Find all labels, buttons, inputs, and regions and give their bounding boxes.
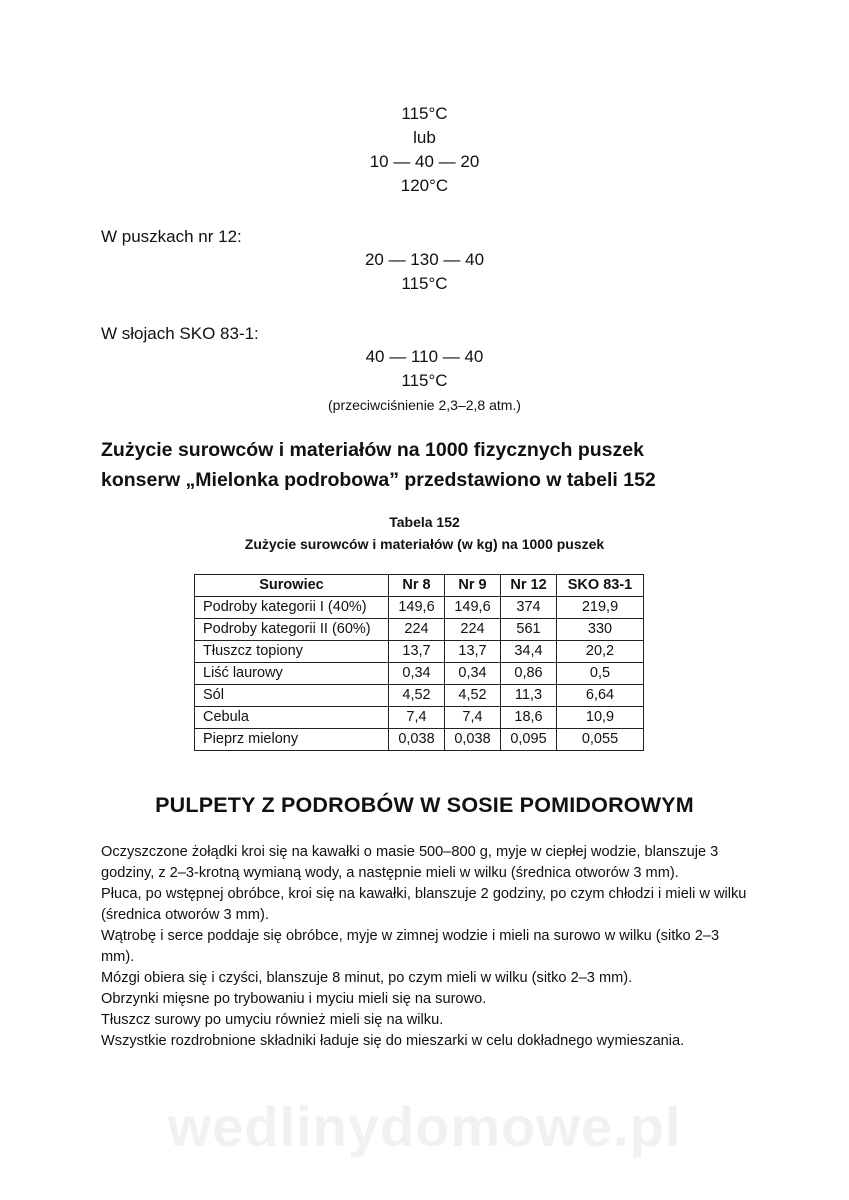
jar-temp: 115°C <box>401 371 448 390</box>
table-row <box>195 641 644 663</box>
process-temp-2: 120°C <box>400 176 449 195</box>
cell-value: 7,4 <box>389 707 445 729</box>
watermark: wedlinydomowe.pl <box>167 1095 682 1158</box>
cell-value: 0,095 <box>501 729 557 751</box>
table-row <box>195 597 644 619</box>
cell-value: 13,7 <box>445 641 501 663</box>
cell-value: 0,038 <box>389 729 445 751</box>
cell-value: 561 <box>501 619 557 641</box>
process-schedule: 10 — 40 — 20 <box>369 152 480 171</box>
cell-value: 149,6 <box>389 597 445 619</box>
intro-heading-line-2: konserw „Mielonka podrobowa” przedstawiono w tabeli 152 <box>101 469 656 491</box>
jar-schedule: 40 — 110 — 40 <box>365 347 484 366</box>
paragraph: Mózgi obiera się i czyści, blanszuje 8 minut, po czym mieli w wilku (sitko 2–3 mm). <box>101 970 633 986</box>
cell-value: 330 <box>557 619 644 641</box>
cell-name: Podroby kategorii II (60%) <box>195 619 389 641</box>
table-row <box>195 663 644 685</box>
paragraph: Wątrobę i serce poddaje się obróbce, myje w zimnej wodzie i mieli na surowo w wilku (sitko 2–3 mm). <box>101 928 720 965</box>
can12-label: W puszkach nr 12: <box>101 227 242 246</box>
header-nr12: Nr 12 <box>501 575 557 597</box>
cell-value: 224 <box>445 619 501 641</box>
header-nr9: Nr 9 <box>445 575 501 597</box>
table-number: Tabela 152 <box>389 514 460 530</box>
cell-value: 10,9 <box>557 707 644 729</box>
table-header-row <box>195 575 644 597</box>
cell-value: 0,5 <box>557 663 644 685</box>
cell-value: 18,6 <box>501 707 557 729</box>
recipe-body <box>101 842 751 1052</box>
paragraph: Wszystkie rozdrobnione składniki ładuje się do mieszarki w celu dokładnego wymieszania. <box>101 1033 685 1049</box>
paragraph: Obrzynki mięsne po trybowaniu i myciu mieli się na surowo. <box>101 991 487 1007</box>
table-row <box>195 707 644 729</box>
cell-value: 4,52 <box>445 685 501 707</box>
process-or-word: lub <box>413 128 436 147</box>
paragraph: Oczyszczone żołądki kroi się na kawałki o masie 500–800 g, myje w ciepłej wodzie, blanszuje 3 godziny, z 2–3-krotną wymianą wody, a następnie mieli w wilku (średnica otworów 3 mm). <box>101 844 719 881</box>
cell-value: 0,86 <box>501 663 557 685</box>
cell-value: 0,055 <box>557 729 644 751</box>
jar-label: W słojach SKO 83-1: <box>101 324 259 343</box>
cell-value: 6,64 <box>557 685 644 707</box>
cell-value: 34,4 <box>501 641 557 663</box>
paragraph: Tłuszcz surowy po umyciu również mieli się na wilku. <box>101 1012 444 1028</box>
header-nr8: Nr 8 <box>389 575 445 597</box>
cell-value: 224 <box>389 619 445 641</box>
can12-temp: 115°C <box>401 274 448 293</box>
jar-pressure-note: (przeciwciśnienie 2,3–2,8 atm.) <box>328 397 521 413</box>
cell-name: Pieprz mielony <box>195 729 389 751</box>
intro-heading-line-1: Zużycie surowców i materiałów na 1000 fizycznych puszek <box>101 439 644 461</box>
process-temp-1: 115°C <box>401 104 448 123</box>
paragraph: Płuca, po wstępnej obróbce, kroi się na kawałki, blanszuje 2 godziny, po czym chłodzi i mieli w wilku (średnica otworów 3 mm). <box>101 886 747 923</box>
table-row <box>195 729 644 751</box>
cell-value: 4,52 <box>389 685 445 707</box>
cell-name: Podroby kategorii I (40%) <box>195 597 389 619</box>
can12-schedule: 20 — 130 — 40 <box>364 250 485 269</box>
cell-name: Sól <box>195 685 389 707</box>
cell-value: 0,038 <box>445 729 501 751</box>
cell-value: 0,34 <box>445 663 501 685</box>
header-sko: SKO 83-1 <box>557 575 644 597</box>
consumption-table <box>194 574 644 751</box>
header-surowiec: Surowiec <box>195 575 389 597</box>
cell-name: Liść laurowy <box>195 663 389 685</box>
table-row <box>195 619 644 641</box>
cell-value: 20,2 <box>557 641 644 663</box>
cell-value: 0,34 <box>389 663 445 685</box>
cell-name: Tłuszcz topiony <box>195 641 389 663</box>
cell-name: Cebula <box>195 707 389 729</box>
table-title: Zużycie surowców i materiałów (w kg) na 1000 puszek <box>244 536 605 552</box>
section-title: PULPETY Z PODROBÓW W SOSIE POMIDOROWYM <box>155 793 694 817</box>
table-row <box>195 685 644 707</box>
cell-value: 149,6 <box>445 597 501 619</box>
cell-value: 7,4 <box>445 707 501 729</box>
cell-value: 13,7 <box>389 641 445 663</box>
cell-value: 11,3 <box>501 685 557 707</box>
cell-value: 374 <box>501 597 557 619</box>
cell-value: 219,9 <box>557 597 644 619</box>
